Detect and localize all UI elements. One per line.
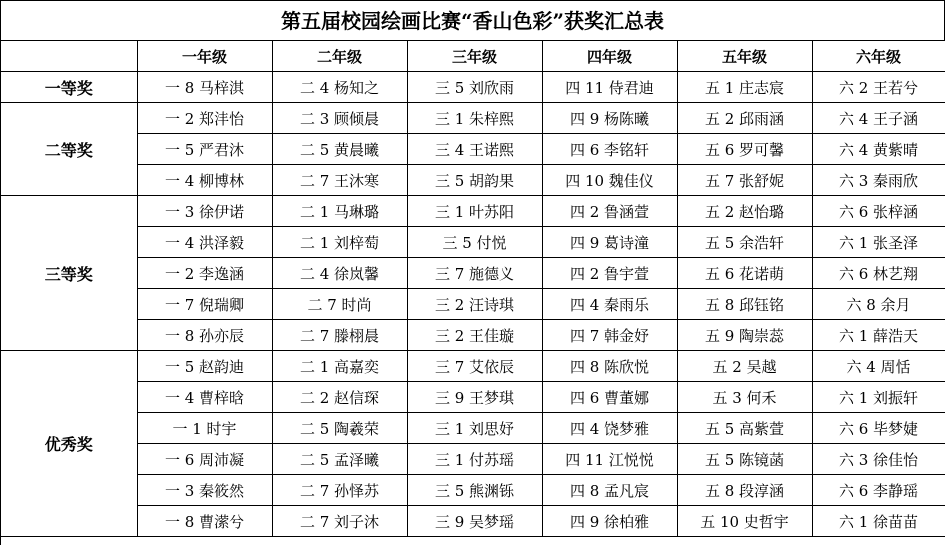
winner-cell: 二 7 刘子沐 — [272, 506, 407, 537]
winner-cell: 五 2 邱雨涵 — [677, 103, 812, 134]
winner-cell: 一 4 柳博林 — [137, 165, 272, 196]
table-row — [1, 289, 945, 320]
winner-cell: 六 6 毕梦婕 — [812, 413, 945, 444]
winner-cell: 五 6 罗可馨 — [677, 134, 812, 165]
winner-cell: 一 5 严君沐 — [137, 134, 272, 165]
winner-cell: 二 1 马琳璐 — [272, 196, 407, 227]
winner-cell: 六 3 徐佳怡 — [812, 444, 945, 475]
winner-cell: 二 2 赵信琛 — [272, 382, 407, 413]
winner-cell: 三 1 叶苏阳 — [407, 196, 542, 227]
winner-cell: 一 8 马梓淇 — [137, 72, 272, 103]
header-grade-3: 三年级 — [407, 41, 542, 72]
winner-cell: 五 9 陶崇蕊 — [677, 320, 812, 351]
winner-cell: 三 5 付悦 — [407, 227, 542, 258]
table-row — [1, 444, 945, 475]
winner-cell: 一 7 倪瑞卿 — [137, 289, 272, 320]
winner-cell: 三 1 刘思妤 — [407, 413, 542, 444]
winner-cell: 二 7 滕栩晨 — [272, 320, 407, 351]
winner-cell: 二 5 黄晨曦 — [272, 134, 407, 165]
winner-cell: 五 5 余浩轩 — [677, 227, 812, 258]
winner-cell: 二 3 顾倾晨 — [272, 103, 407, 134]
table-row — [1, 351, 945, 382]
winner-cell: 二 1 高嘉奕 — [272, 351, 407, 382]
winner-cell: 一 4 洪泽毅 — [137, 227, 272, 258]
award-level-label: 优秀奖 — [1, 351, 137, 537]
winner-cell: 一 5 赵韵迪 — [137, 351, 272, 382]
winner-cell: 五 5 陈镜菡 — [677, 444, 812, 475]
winner-cell: 四 9 徐柏雅 — [542, 506, 677, 537]
winner-cell: 二 1 刘梓萄 — [272, 227, 407, 258]
winner-cell: 四 9 葛诗潼 — [542, 227, 677, 258]
winner-cell: 五 1 庄志宸 — [677, 72, 812, 103]
header-grade-6: 六年级 — [812, 41, 945, 72]
winner-cell: 四 7 韩金妤 — [542, 320, 677, 351]
winner-cell: 二 5 孟泽曦 — [272, 444, 407, 475]
winner-cell: 三 7 施德义 — [407, 258, 542, 289]
header-corner-cell — [1, 41, 137, 72]
winner-cell: 三 5 刘欣雨 — [407, 72, 542, 103]
winner-cell: 六 2 王若兮 — [812, 72, 945, 103]
winner-cell: 六 1 薛浩天 — [812, 320, 945, 351]
winner-cell: 六 4 黄紫晴 — [812, 134, 945, 165]
winner-cell: 二 4 杨知之 — [272, 72, 407, 103]
winner-cell: 二 7 王沐寒 — [272, 165, 407, 196]
winner-cell: 四 6 李铭轩 — [542, 134, 677, 165]
table-row — [1, 103, 945, 134]
table-row — [1, 258, 945, 289]
table-row — [1, 320, 945, 351]
winner-cell: 四 4 秦雨乐 — [542, 289, 677, 320]
winner-cell: 二 7 孙怿苏 — [272, 475, 407, 506]
header-grade-4: 四年级 — [542, 41, 677, 72]
winner-cell: 四 10 魏佳仪 — [542, 165, 677, 196]
winner-cell: 二 5 陶羲荣 — [272, 413, 407, 444]
winner-cell: 一 8 曹潆兮 — [137, 506, 272, 537]
winner-cell: 六 1 徐苗苗 — [812, 506, 945, 537]
winner-cell: 一 2 郑沣怡 — [137, 103, 272, 134]
winner-cell: 三 4 王诺熙 — [407, 134, 542, 165]
winner-cell: 四 6 曹董娜 — [542, 382, 677, 413]
winner-cell: 六 1 刘振轩 — [812, 382, 945, 413]
winner-cell: 六 6 张梓涵 — [812, 196, 945, 227]
winner-cell: 五 2 吴越 — [677, 351, 812, 382]
winner-cell: 四 4 饶梦雅 — [542, 413, 677, 444]
award-level-label: 三等奖 — [1, 196, 137, 351]
winner-cell: 四 9 杨陈曦 — [542, 103, 677, 134]
header-grade-1: 一年级 — [137, 41, 272, 72]
table-row — [1, 413, 945, 444]
winner-cell: 三 9 王梦琪 — [407, 382, 542, 413]
table-row — [1, 506, 945, 537]
header-grade-2: 二年级 — [272, 41, 407, 72]
winner-cell: 三 7 艾依辰 — [407, 351, 542, 382]
winner-cell: 四 11 侍君迪 — [542, 72, 677, 103]
table-row — [1, 134, 945, 165]
winner-cell: 二 7 时尚 — [272, 289, 407, 320]
table-body — [1, 72, 945, 537]
header-row — [1, 41, 945, 72]
winner-cell: 一 8 孙亦辰 — [137, 320, 272, 351]
winner-cell: 六 1 张圣泽 — [812, 227, 945, 258]
table-row — [1, 165, 945, 196]
winner-cell: 三 2 汪诗琪 — [407, 289, 542, 320]
winner-cell: 三 5 胡韵果 — [407, 165, 542, 196]
winner-cell: 一 4 曹梓晗 — [137, 382, 272, 413]
winner-cell: 六 6 李静瑶 — [812, 475, 945, 506]
winner-cell: 六 4 王子涵 — [812, 103, 945, 134]
table-row — [1, 227, 945, 258]
winner-cell: 五 10 史哲宇 — [677, 506, 812, 537]
winner-cell: 四 8 孟凡宸 — [542, 475, 677, 506]
table-row — [1, 475, 945, 506]
winner-cell: 五 2 赵怡璐 — [677, 196, 812, 227]
winner-cell: 五 8 邱钰铭 — [677, 289, 812, 320]
winner-cell: 四 8 陈欣悦 — [542, 351, 677, 382]
winner-cell: 六 3 秦雨欣 — [812, 165, 945, 196]
winner-cell: 三 1 付苏瑶 — [407, 444, 542, 475]
winner-cell: 一 1 时宇 — [137, 413, 272, 444]
winner-cell: 四 11 江悦悦 — [542, 444, 677, 475]
winner-cell: 六 6 林艺翔 — [812, 258, 945, 289]
table-row — [1, 196, 945, 227]
winner-cell: 一 3 秦筱然 — [137, 475, 272, 506]
winner-cell: 六 8 余月 — [812, 289, 945, 320]
award-level-label: 一等奖 — [1, 72, 137, 103]
winner-cell: 五 6 花诺萌 — [677, 258, 812, 289]
header-grade-5: 五年级 — [677, 41, 812, 72]
winner-cell: 五 5 高紫萱 — [677, 413, 812, 444]
winner-cell: 四 2 鲁宇萱 — [542, 258, 677, 289]
sheet-title: 第五届校园绘画比赛“香山色彩”获奖汇总表 — [1, 1, 945, 41]
winner-cell: 五 7 张舒妮 — [677, 165, 812, 196]
winner-cell: 三 9 吴梦瑶 — [407, 506, 542, 537]
table-row — [1, 382, 945, 413]
table-row — [1, 72, 945, 103]
winner-cell: 一 6 周沛凝 — [137, 444, 272, 475]
winner-cell: 三 2 王佳璇 — [407, 320, 542, 351]
winner-cell: 三 5 熊渊铄 — [407, 475, 542, 506]
winner-cell: 二 4 徐岚馨 — [272, 258, 407, 289]
winner-cell: 三 1 朱梓熙 — [407, 103, 542, 134]
award-table — [1, 41, 945, 537]
winner-cell: 六 4 周恬 — [812, 351, 945, 382]
winner-cell: 五 3 何禾 — [677, 382, 812, 413]
winner-cell: 四 2 鲁涵萱 — [542, 196, 677, 227]
winner-cell: 一 2 李逸涵 — [137, 258, 272, 289]
winner-cell: 五 8 段淳涵 — [677, 475, 812, 506]
award-level-label: 二等奖 — [1, 103, 137, 196]
winner-cell: 一 3 徐伊诺 — [137, 196, 272, 227]
